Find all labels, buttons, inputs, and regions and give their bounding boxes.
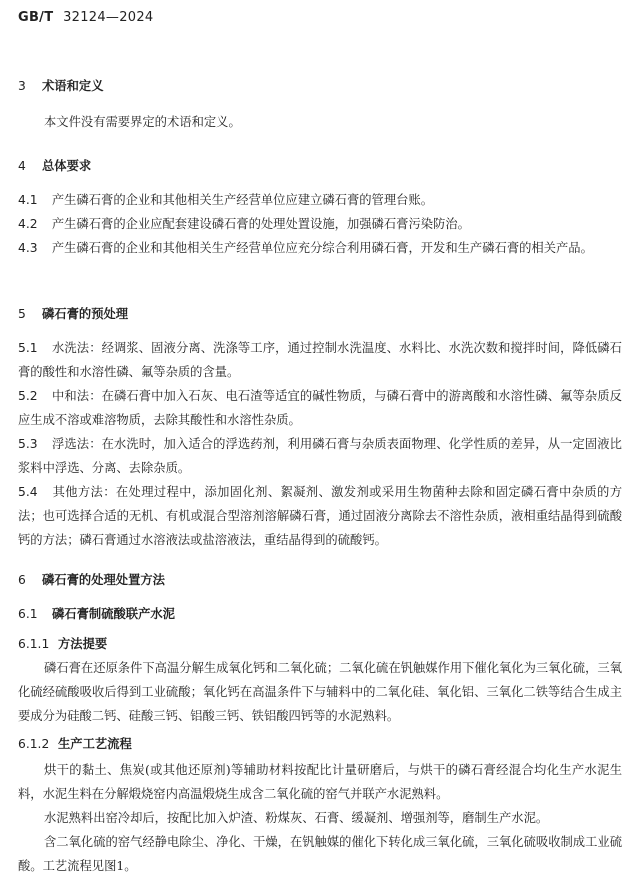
section-3-heading bbox=[18, 76, 104, 94]
clause-text: 中和法：在磷石膏中加入石灰、电石渣等适宜的碱性物质，与磷石膏中的游离酸和水溶性磷、氟等杂质反应生成不溶或难溶物质，去除其酸性和水溶性杂质。 bbox=[18, 389, 622, 427]
method-summary-paragraph: 磷石膏在还原条件下高温分解生成氧化钙和二氧化硫；二氧化硫在钒触媒作用下催化氧化为三氧化硫，三氧化硫经硫酸吸收后得到工业硫酸；氧化钙在高温条件下与辅料中的二氧化硅、氧化铝、三氧化二铁等结合生成主要成分为硅酸二钙、硅酸三钙、铝酸三钙、铁铝酸四钙等的水泥熟料。 bbox=[18, 661, 622, 723]
clause-5-3 bbox=[18, 432, 622, 480]
section-number: 6.1.2 bbox=[18, 737, 50, 751]
clause-number: 4.1 bbox=[18, 193, 38, 207]
section-6-heading bbox=[18, 570, 165, 588]
clause-text: 产生磷石膏的企业和其他相关生产经营单位应充分综合利用磷石膏，开发和生产磷石膏的相关产品。 bbox=[51, 241, 593, 255]
section-title: 生产工艺流程 bbox=[58, 737, 132, 751]
clause-number: 5.3 bbox=[18, 437, 38, 451]
clause-number: 5.1 bbox=[18, 341, 38, 355]
clause-text: 水洗法：经调浆、固液分离、洗涤等工序，通过控制水洗温度、水料比、水洗次数和搅拌时间，降低磷石膏的酸性和水溶性磷、氟等杂质的含量。 bbox=[18, 341, 622, 379]
standard-number: 32124—2024 bbox=[63, 10, 154, 25]
process-paragraph-1: 烘干的黏土、焦炭(或其他还原剂)等辅助材料按配比计量研磨后，与烘干的磷石膏经混合均化生产水泥生料，水泥生料在分解煅烧窑内高温煅烧生成含二氧化硫的窑气并联产水泥熟料。 bbox=[18, 763, 622, 801]
clause-text: 其他方法：在处理过程中，添加固化剂、絮凝剂、激发剂或采用生物菌种去除和固定磷石膏中杂质的方法；也可选择合适的无机、有机或混合型溶剂溶解磷石膏，通过固液分离除去不溶性杂质，液相重结晶得到硫酸钙的方法；磷石膏通过水溶液法或盐溶液法，重结晶得到的硫酸钙。 bbox=[18, 485, 622, 547]
clause-5-2 bbox=[18, 384, 622, 432]
section-number: 6.1 bbox=[18, 607, 38, 621]
subsection-6-1-1-heading bbox=[18, 634, 107, 652]
clause-number: 4.3 bbox=[18, 241, 38, 255]
section-5-heading bbox=[18, 304, 128, 322]
section-title: 磷石膏的预处理 bbox=[42, 307, 129, 321]
clause-4-3 bbox=[18, 236, 622, 260]
section-title: 磷石膏制硫酸联产水泥 bbox=[52, 607, 175, 621]
clause-number: 5.4 bbox=[18, 485, 38, 499]
section-number: 3 bbox=[18, 79, 26, 93]
clause-number: 4.2 bbox=[18, 217, 38, 231]
section-title: 方法提要 bbox=[58, 637, 108, 651]
process-paragraph-3: 含二氧化硫的窑气经静电除尘、净化、干燥，在钒触媒的催化下转化成三氧化硫，三氧化硫吸收制成工业硫酸。工艺流程见图1。 bbox=[18, 835, 622, 873]
clause-number: 5.2 bbox=[18, 389, 38, 403]
clause-5-1 bbox=[18, 336, 622, 384]
section-number: 6.1.1 bbox=[18, 637, 50, 651]
section-title: 总体要求 bbox=[42, 159, 92, 173]
standard-code: GB/T bbox=[18, 10, 54, 25]
section-title: 术语和定义 bbox=[42, 79, 104, 93]
section-number: 5 bbox=[18, 307, 26, 321]
section-number: 4 bbox=[18, 159, 26, 173]
clause-5-4 bbox=[18, 480, 622, 552]
subsection-6-1-heading bbox=[18, 604, 175, 622]
clause-4-2 bbox=[18, 212, 622, 236]
clause-text: 产生磷石膏的企业应配套建设磷石膏的处理处置设施，加强磷石膏污染防治。 bbox=[51, 217, 470, 231]
clause-4-1 bbox=[18, 188, 622, 212]
subsection-6-1-2-heading bbox=[18, 734, 132, 752]
process-paragraph-2: 水泥熟料出窑冷却后，按配比加入炉渣、粉煤灰、石膏、缓凝剂、增强剂等，磨制生产水泥。 bbox=[44, 811, 549, 825]
clause-text: 产生磷石膏的企业和其他相关生产经营单位应建立磷石膏的管理台账。 bbox=[51, 193, 434, 207]
section-title: 磷石膏的处理处置方法 bbox=[42, 573, 165, 587]
clause-text: 浮选法：在水洗时，加入适合的浮选药剂，利用磷石膏与杂质表面物理、化学性质的差异，从一定固液比浆料中浮选、分离、去除杂质。 bbox=[18, 437, 622, 475]
section-3-body: 本文件没有需要界定的术语和定义。 bbox=[44, 115, 241, 129]
section-number: 6 bbox=[18, 573, 26, 587]
section-4-heading bbox=[18, 156, 91, 174]
standard-header bbox=[18, 10, 154, 25]
